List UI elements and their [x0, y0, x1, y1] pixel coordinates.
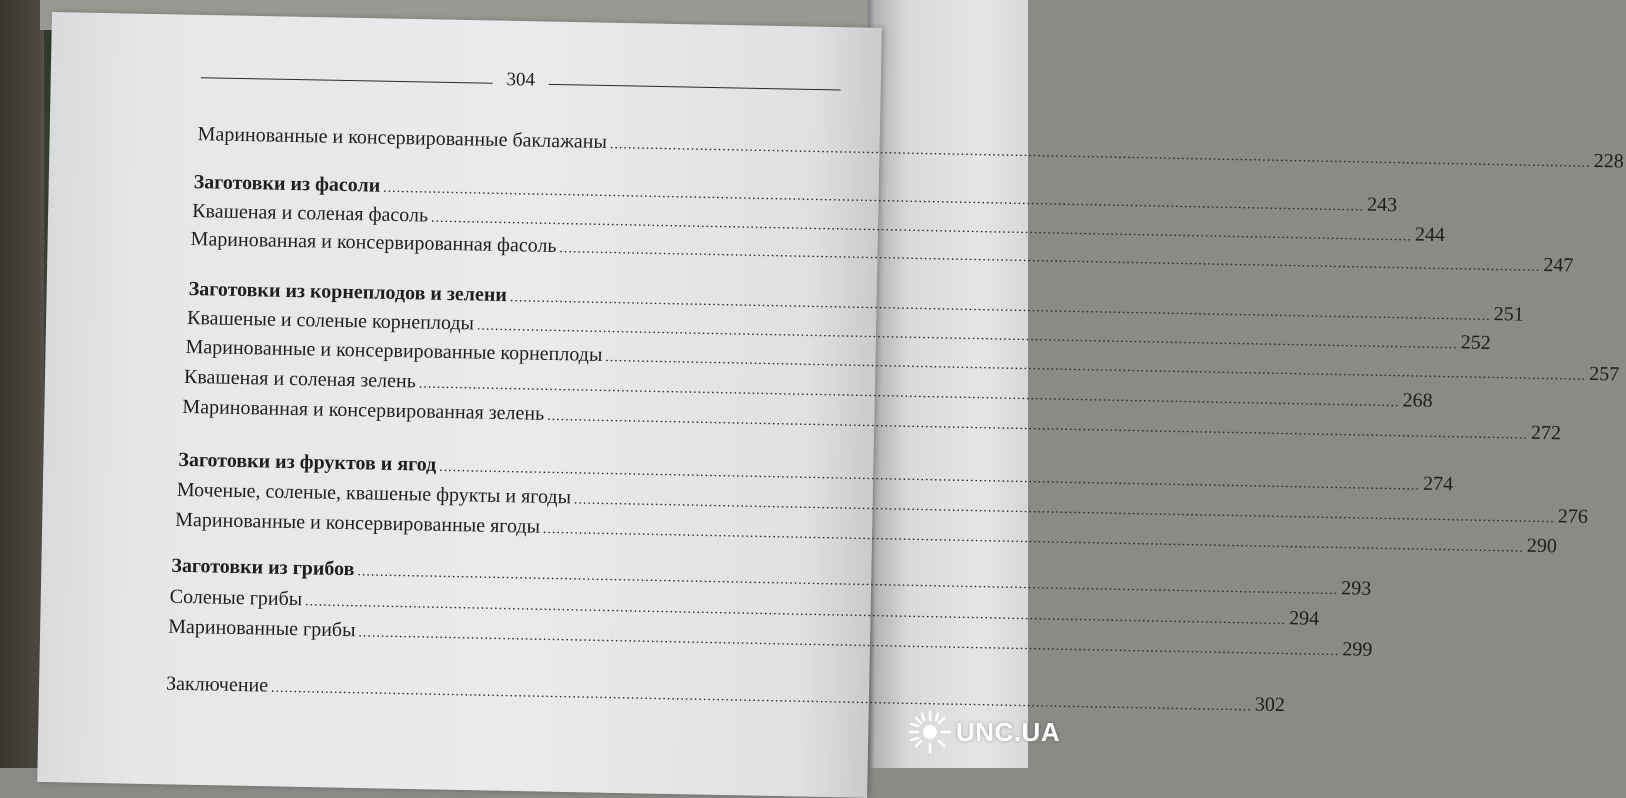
toc-entry-page: 257: [1588, 362, 1620, 386]
toc-entry-title: Квашеная и соленая фасоль: [191, 200, 429, 227]
toc-entry-page: 268: [1402, 389, 1433, 412]
header-rule-left: [201, 77, 493, 84]
toc-entry-page: 272: [1530, 421, 1562, 445]
toc-entry-title: Заключение: [165, 672, 269, 697]
toc-entry-page: 247: [1543, 254, 1574, 277]
toc-entry-page: 299: [1342, 638, 1373, 661]
page-header: [201, 62, 841, 98]
toc-section-title: Заготовки из фруктов и ягод: [178, 448, 437, 476]
toc-section-title: Заготовки из фасоли: [193, 171, 381, 197]
site-watermark: [908, 708, 1060, 756]
toc-section-title: Заготовки из грибов: [171, 554, 355, 581]
toc-entry-page: 252: [1460, 331, 1491, 355]
toc-entry-title: Моченые, соленые, квашеные фрукты и ягоды: [176, 478, 572, 509]
toc-entry-title: Квашеная и соленая зелень: [183, 365, 417, 393]
toc-entry-page: 290: [1526, 534, 1558, 558]
toc-entry-page: 251: [1493, 303, 1524, 326]
toc-entry-page: 244: [1414, 223, 1446, 247]
toc-entry-page: 243: [1366, 193, 1398, 217]
toc-leader-dots: [271, 677, 1252, 720]
toc-entry-title: Квашеные и соленые корнеплоды: [186, 306, 475, 335]
toc-entry: [165, 672, 1286, 717]
toc-entry-title: Маринованные и консервированные корнеплоды: [185, 335, 603, 366]
watermark-text: UNC.UA: [956, 716, 1061, 747]
toc-entry-title: Соленые грибы: [169, 585, 303, 611]
toc-entry-page: 228: [1593, 149, 1624, 173]
toc-entry-title: Маринованные и консервированные баклажаны: [197, 123, 608, 154]
toc-entry-page: 293: [1341, 577, 1372, 600]
toc-entry: [197, 122, 1624, 173]
toc-entry-page: 276: [1557, 505, 1589, 528]
toc-entry-title: Маринованные грибы: [167, 615, 356, 642]
toc-entry-title: Маринованная и консервированная зелень: [182, 395, 545, 425]
toc-entry-page: 302: [1254, 693, 1286, 717]
toc-entry-page: 274: [1422, 472, 1454, 496]
toc-entry-page: 294: [1288, 607, 1320, 630]
toc-entry-title: Маринованные и консервированные ягоды: [175, 508, 541, 538]
toc-leader-dots: [610, 133, 1591, 176]
sun-burst-icon: [908, 710, 952, 754]
header-rule-right: [549, 83, 841, 90]
toc-entry-title: Маринованная и консервированная фасоль: [190, 228, 557, 258]
toc-section-title: Заготовки из корнеплодов и зелени: [188, 278, 508, 307]
page-number: 304: [506, 69, 536, 91]
